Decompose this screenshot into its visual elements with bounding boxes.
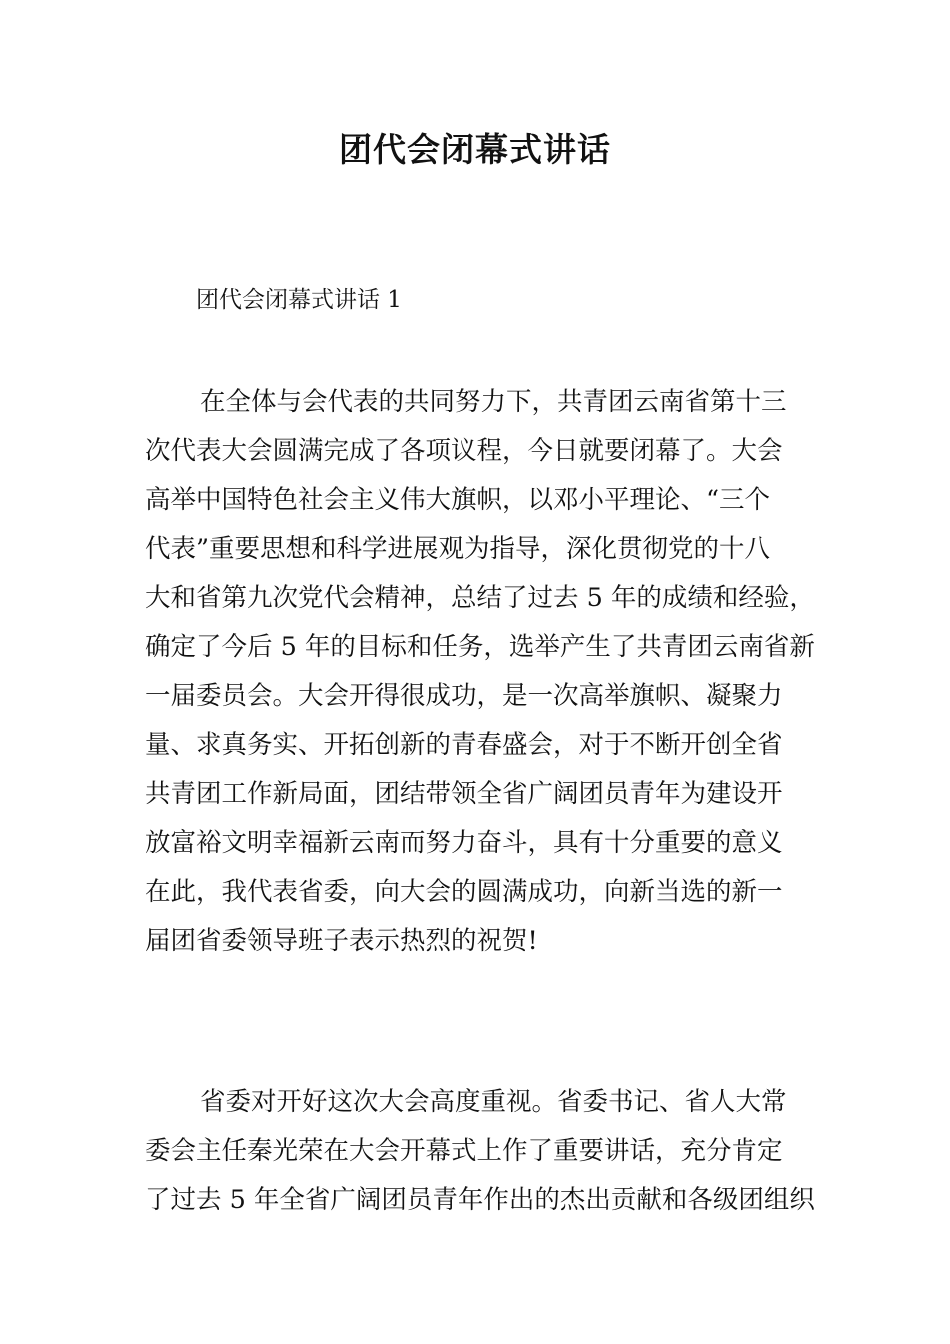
- paragraph-line: 代表”重要思想和科学进展观为指导，深化贯彻党的十八: [145, 534, 771, 564]
- paragraph-line: 一届委员会。大会开得很成功，是一次高举旗帜、凝聚力: [145, 681, 783, 711]
- paragraph-line: 届团省委领导班子表示热烈的祝贺!: [145, 926, 538, 956]
- paragraph-line: 确定了今后 5 年的目标和任务，选举产生了共青团云南省新: [145, 632, 815, 662]
- paragraph-line: 委会主任秦光荣在大会开幕式上作了重要讲话，充分肯定: [145, 1136, 783, 1166]
- paragraph-1: [145, 378, 815, 966]
- paragraph-line: 在此，我代表省委，向大会的圆满成功，向新当选的新一: [145, 877, 783, 907]
- paragraph-line: 大和省第九次党代会精神，总结了过去 5 年的成绩和经验，: [145, 583, 815, 613]
- section-heading: 团代会闭幕式讲话 1: [196, 287, 402, 313]
- paragraph-2: [145, 1078, 815, 1225]
- document-title: 团代会闭幕式讲话: [339, 130, 611, 169]
- paragraph-line: 量、求真务实、开拓创新的青春盛会，对于不断开创全省: [145, 730, 783, 760]
- paragraph-line: 了过去 5 年全省广阔团员青年作出的杰出贡献和各级团组织: [145, 1185, 815, 1215]
- paragraph-line: 省委对开好这次大会高度重视。省委书记、省人大常: [200, 1087, 787, 1117]
- paragraph-line: 放富裕文明幸福新云南而努力奋斗，具有十分重要的意义: [145, 828, 783, 858]
- paragraph-line: 共青团工作新局面，团结带领全省广阔团员青年为建设开: [145, 779, 783, 809]
- paragraph-line: 在全体与会代表的共同努力下，共青团云南省第十三: [200, 387, 787, 417]
- paragraph-line: 次代表大会圆满完成了各项议程，今日就要闭幕了。大会: [145, 436, 783, 466]
- paragraph-line: 高举中国特色社会主义伟大旗帜，以邓小平理论、“三个: [145, 485, 771, 515]
